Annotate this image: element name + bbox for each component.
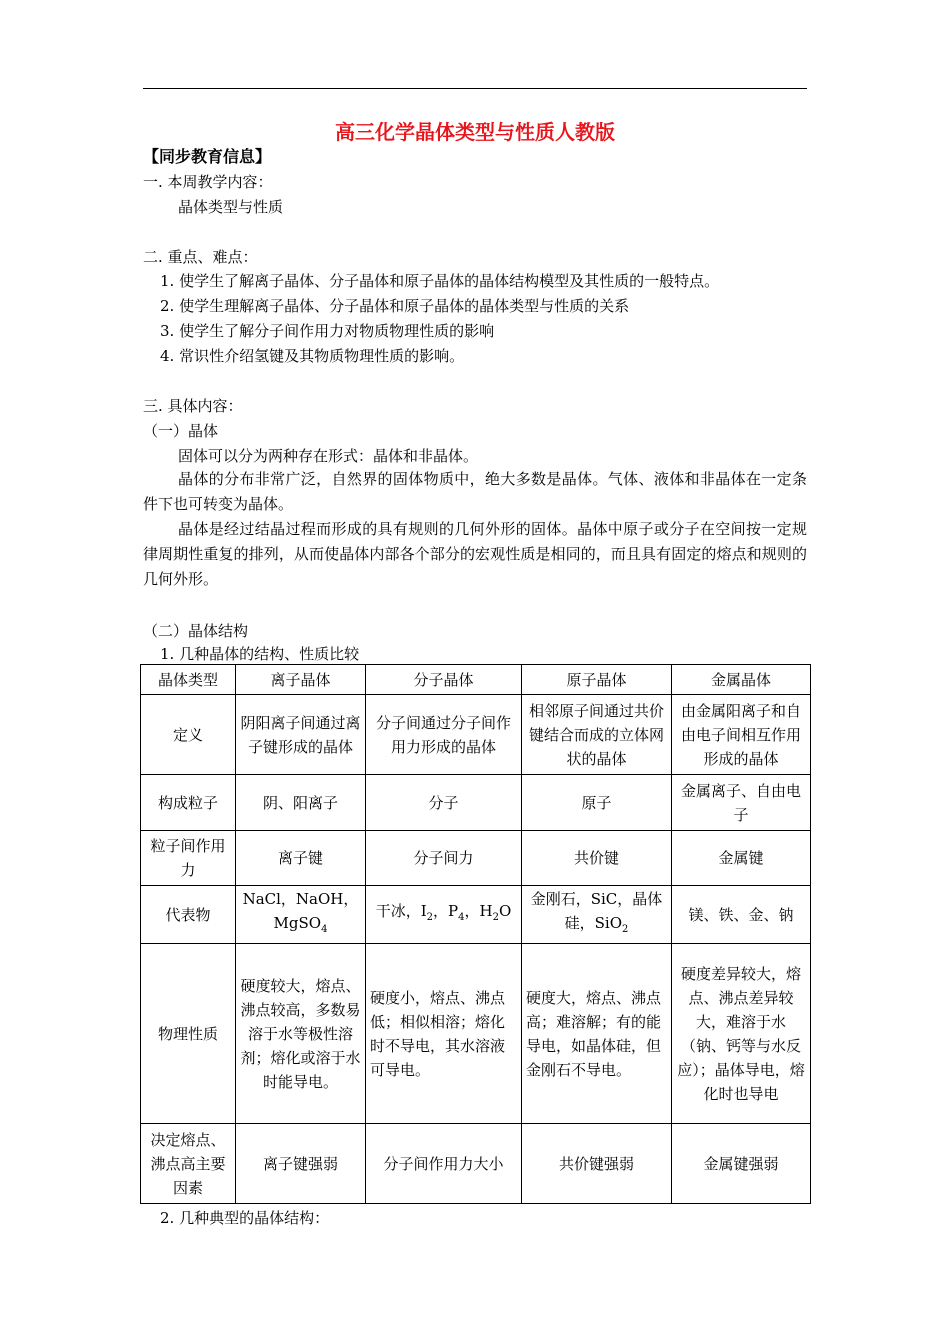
header-rule xyxy=(143,88,807,89)
table-cell: 硬度较大，熔点、沸点较高，多数易溶于水等极性溶剂；熔化或溶于水时能导电。 xyxy=(236,944,366,1124)
table-cell-representative xyxy=(522,886,672,944)
table-cell: 原子 xyxy=(522,775,672,831)
table-cell: 分子间力 xyxy=(366,831,522,886)
table-cell-representative xyxy=(366,886,522,944)
table-cell: 硬度小，熔点、沸点低；相似相溶；熔化时不导电，其水溶液可导电。 xyxy=(366,944,522,1124)
table-cell: 离子键 xyxy=(236,831,366,886)
table-cell: 离子键强弱 xyxy=(236,1124,366,1204)
rep-text: 金刚石，SiC，晶体硅，SiO xyxy=(530,890,663,932)
p1-paragraph: 晶体是经过结晶过程而形成的具有规则的几何外形的固体。晶体中原子或分子在空间按一定规律周期性重复的排列，从而使晶体内部各个部分的宏观性质是相同的，而且具有固定的熔点和规则的几何外形。 xyxy=(143,520,807,588)
row-label: 构成粒子 xyxy=(141,775,236,831)
table-cell: 共价键强弱 xyxy=(522,1124,672,1204)
s2-item: 3. 使学生了解分子间作用力对物质物理性质的影响 xyxy=(160,322,495,340)
subscript: 2 xyxy=(492,912,499,923)
table-cell: 共价键 xyxy=(522,831,672,886)
subscript: 2 xyxy=(622,924,629,935)
rep-text: 干冰，I xyxy=(375,902,427,920)
s2-item: 4. 常识性介绍氢键及其物质物理性质的影响。 xyxy=(160,347,465,365)
rep-text: NaCl，NaOH， xyxy=(242,890,359,908)
s2-item: 2. 使学生理解离子晶体、分子晶体和原子晶体的晶体类型与性质的关系 xyxy=(160,297,630,315)
table-row xyxy=(141,775,811,831)
table-cell: 由金属阳离子和自由电子间相互作用形成的晶体 xyxy=(672,695,811,775)
p2-subheading: 2. 几种典型的晶体结构： xyxy=(160,1209,330,1227)
section-header: 【同步教育信息】 xyxy=(143,147,272,166)
p1-heading: （一）晶体 xyxy=(143,422,219,440)
row-label: 决定熔点、沸点高主要因素 xyxy=(141,1124,236,1204)
subscript: 4 xyxy=(321,924,328,935)
s1-heading: 一. 本周教学内容： xyxy=(143,173,273,191)
p1-paragraph: 晶体的分布非常广泛，自然界的固体物质中，绝大多数是晶体。气体、液体和非晶体在一定条件下也可转变为晶体。 xyxy=(143,470,807,513)
crystal-comparison-table xyxy=(140,664,811,1204)
table-cell-representative xyxy=(236,886,366,944)
table-header-cell: 原子晶体 xyxy=(522,665,672,695)
s2-item: 1. 使学生了解离子晶体、分子晶体和原子晶体的晶体结构模型及其性质的一般特点。 xyxy=(160,272,720,290)
s3-heading: 三. 具体内容： xyxy=(143,397,243,415)
table-cell: 阴、阳离子 xyxy=(236,775,366,831)
table-cell: 相邻原子间通过共价键结合而成的立体网状的晶体 xyxy=(522,695,672,775)
rep-text: ，P xyxy=(433,902,459,920)
row-label: 物理性质 xyxy=(141,944,236,1124)
s1-content: 晶体类型与性质 xyxy=(178,198,284,216)
table-row xyxy=(141,831,811,886)
table-cell: 金属离子、自由电子 xyxy=(672,775,811,831)
subscript: 4 xyxy=(458,912,465,923)
table-row xyxy=(141,695,811,775)
table-cell: 阴阳离子间通过离子键形成的晶体 xyxy=(236,695,366,775)
table-cell: 镁、铁、金、钠 xyxy=(672,886,811,944)
s2-heading: 二. 重点、难点： xyxy=(143,248,258,266)
table-cell: 分子 xyxy=(366,775,522,831)
p2-subheading: 1. 几种晶体的结构、性质比较 xyxy=(160,645,360,663)
p2-heading: （二）晶体结构 xyxy=(143,622,249,640)
table-cell: 分子间通过分子间作用力形成的晶体 xyxy=(366,695,522,775)
table-cell: 硬度差异较大，熔点、沸点差异较大，难溶于水（钠、钙等与水反应）；晶体导电，熔化时也导电 xyxy=(672,944,811,1124)
rep-text: MgSO xyxy=(273,914,322,932)
table-cell: 金属键 xyxy=(672,831,811,886)
row-label: 定义 xyxy=(141,695,236,775)
table-cell: 分子间作用力大小 xyxy=(366,1124,522,1204)
p1-line: 固体可以分为两种存在形式：晶体和非晶体。 xyxy=(178,447,479,465)
subscript: 2 xyxy=(426,912,434,923)
page-title: 高三化学晶体类型与性质人教版 xyxy=(335,120,615,144)
table-header-cell: 晶体类型 xyxy=(141,665,236,695)
table-row xyxy=(141,944,811,1124)
table-cell: 金属键强弱 xyxy=(672,1124,811,1204)
table-header-cell: 分子晶体 xyxy=(366,665,522,695)
row-label: 粒子间作用力 xyxy=(141,831,236,886)
row-label: 代表物 xyxy=(141,886,236,944)
rep-text: O xyxy=(498,902,512,920)
table-row xyxy=(141,886,811,944)
rep-text: ，H xyxy=(464,902,493,920)
table-row xyxy=(141,1124,811,1204)
table-header-cell: 离子晶体 xyxy=(236,665,366,695)
table-header-row xyxy=(141,665,811,695)
table-cell: 硬度大，熔点、沸点高；难溶解；有的能导电，如晶体硅，但金刚石不导电。 xyxy=(522,944,672,1124)
table-header-cell: 金属晶体 xyxy=(672,665,811,695)
